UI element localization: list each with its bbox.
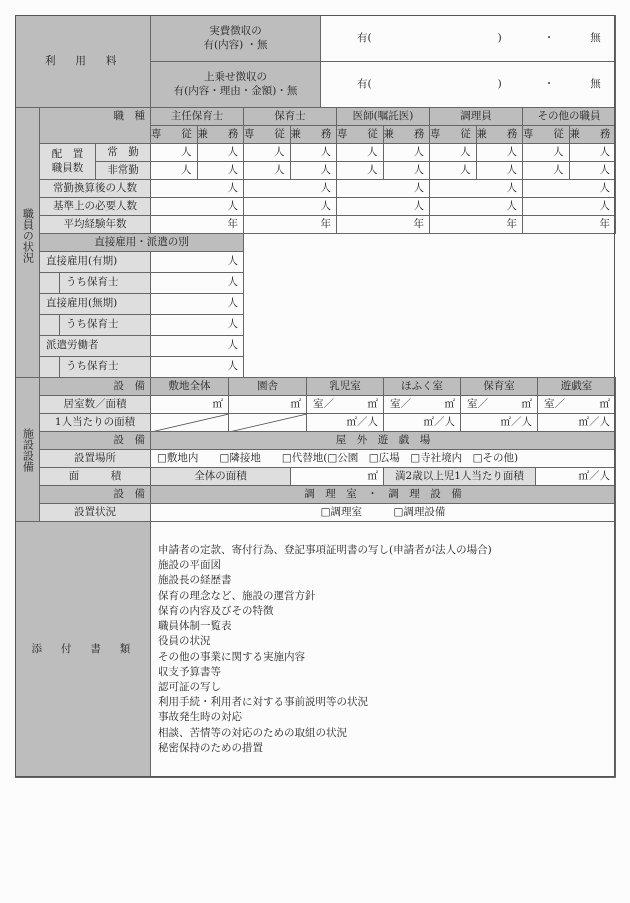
fee-row-label-line2: 有(内容) ・無 (203, 38, 268, 51)
staff-value-cell[interactable]: 人 (429, 197, 523, 216)
per-person-label: 1人当たりの面積 (39, 413, 151, 432)
employment-count[interactable]: 人 (150, 293, 244, 315)
sub-header-concurrent: 兼 務 (383, 125, 431, 144)
room-unit: 室／ (467, 397, 488, 410)
diagonal-line (229, 414, 307, 432)
staff-count-cell[interactable]: 人 (336, 161, 384, 180)
staff-count-cell[interactable]: 人 (383, 143, 431, 162)
staff-count-cell[interactable]: 人 (476, 161, 524, 180)
area-label: 面 積 (39, 467, 151, 486)
per-child-label: 満2歳以上児1人当たり面積 (383, 467, 536, 486)
employment-count[interactable]: 人 (150, 272, 244, 294)
staff-value-cell[interactable]: 年 (522, 215, 616, 234)
fee-none: 無 (590, 77, 601, 90)
fee-none: 無 (590, 31, 601, 44)
fee-has-close: ) (497, 77, 502, 90)
attachments-list (150, 521, 616, 778)
employment-count[interactable]: 人 (150, 251, 244, 273)
room-area-cell[interactable] (150, 395, 229, 414)
employment-label: うち保育士 (59, 272, 151, 294)
room-area-cell[interactable] (228, 395, 307, 414)
staff-value-cell[interactable]: 人 (429, 179, 523, 198)
kitchen-header: 調 理 室 ・ 調 理 設 備 (150, 485, 616, 504)
staff-value-cell[interactable]: 人 (336, 197, 430, 216)
staff-count-cell[interactable]: 人 (336, 143, 384, 162)
staff-value-cell[interactable]: 年 (336, 215, 430, 234)
sub-header-concurrent: 兼 務 (569, 125, 617, 144)
staff-value-cell[interactable]: 人 (150, 179, 244, 198)
attachment-item: 施設長の経歴書 (158, 574, 232, 587)
room-unit: 室／ (544, 397, 565, 410)
facility-section-text: 施設設備 (21, 427, 35, 472)
per-person-cell[interactable]: ㎡／人 (537, 413, 616, 432)
attachment-item: 保育の理念など、施設の運営方針 (158, 589, 316, 602)
placement-label (39, 143, 96, 180)
fee-label: 利 用 料 (15, 15, 151, 108)
fulltime-label: 常 勤 (95, 143, 151, 162)
attachment-item: 収支予算書等 (158, 665, 221, 678)
room-header: 遊戯室 (537, 377, 616, 396)
room-header: 乳児室 (306, 377, 384, 396)
staff-count-cell[interactable]: 人 (197, 161, 245, 180)
staff-value-cell[interactable]: 年 (150, 215, 244, 234)
diagonal-slash-cell (150, 413, 229, 432)
attachment-item: その他の事業に関する実施内容 (158, 650, 305, 663)
room-header: ほふく室 (383, 377, 461, 396)
staff-value-cell[interactable]: 人 (522, 197, 616, 216)
location-options[interactable]: □敷地内 □隣接地 □代替地(□公園 □広場 □寺社境内 □その他) (150, 449, 616, 468)
staff-count-cell[interactable]: 人 (522, 161, 570, 180)
fee-dot: ・ (543, 31, 555, 44)
employment-count[interactable]: 人 (150, 314, 244, 336)
outdoor-header: 屋 外 遊 戯 場 (150, 431, 616, 450)
equipment-label: 設 備 (39, 377, 151, 396)
staff-value-cell[interactable]: 年 (429, 215, 523, 234)
sub-header-fulltime: 専 従 (150, 125, 198, 144)
staff-count-cell[interactable]: 人 (243, 143, 291, 162)
job-header: その他の職員 (522, 107, 616, 126)
job-header: 保育士 (243, 107, 337, 126)
room-area-cell[interactable] (383, 395, 461, 414)
fee-row-label-line1: 上乗せ徴収の (204, 71, 267, 84)
staff-value-cell[interactable]: 人 (522, 179, 616, 198)
room-area-cell[interactable] (460, 395, 538, 414)
staff-count-cell[interactable]: 人 (243, 161, 291, 180)
sub-header-fulltime: 専 従 (243, 125, 291, 144)
fee-has-open: 有( (357, 31, 372, 44)
placement-label-line1: 配 置 (51, 148, 84, 161)
sqm-unit: ㎡ (444, 397, 455, 410)
converted-label: 常勤換算後の人数 (39, 179, 151, 198)
required-label: 基準上の必要人数 (39, 197, 151, 216)
sub-header-concurrent: 兼 務 (197, 125, 245, 144)
employment-label: 直接雇用(無期) (39, 293, 151, 315)
attachment-item: 利用手続・利用者に対する事前説明等の状況 (158, 696, 368, 709)
employment-label: 直接雇用(有期) (39, 251, 151, 273)
fee-row-value[interactable] (320, 61, 616, 108)
attachment-item: 認可証の写し (158, 680, 221, 693)
sqm-unit: ㎡ (521, 397, 532, 410)
staff-value-cell[interactable]: 人 (336, 179, 430, 198)
sqm-unit: ㎡ (290, 397, 301, 410)
rooms-area-label: 居室数／面積 (39, 395, 151, 414)
diagonal-line (151, 414, 229, 432)
job-header: 医師(嘱託医) (336, 107, 430, 126)
attachment-item: 秘密保持のための措置 (158, 741, 263, 754)
staff-value-cell[interactable]: 年 (243, 215, 337, 234)
sub-header-fulltime: 専 従 (522, 125, 570, 144)
location-label: 設置場所 (39, 449, 151, 468)
staff-value-cell[interactable]: 人 (150, 197, 244, 216)
parttime-label: 非常勤 (95, 161, 151, 180)
job-header: 主任保育士 (150, 107, 244, 126)
placement-label-line2: 職員数 (51, 161, 84, 174)
total-area-value[interactable]: ㎡ (290, 467, 384, 486)
staff-count-cell[interactable]: 人 (383, 161, 431, 180)
fee-has-close: ) (497, 31, 502, 44)
staff-value-cell[interactable]: 人 (243, 197, 337, 216)
attachment-item: 相談、苦情等の対応のための取組の状況 (158, 726, 347, 739)
job-header: 調理員 (429, 107, 523, 126)
attachment-item: 保育の内容及びその特徴 (158, 604, 274, 617)
room-area-cell[interactable] (306, 395, 384, 414)
attachments-label: 添 付 書 類 (15, 521, 151, 778)
sqm-unit: ㎡ (599, 397, 610, 410)
employment-count[interactable]: 人 (150, 356, 244, 378)
staff-count-cell[interactable]: 人 (197, 143, 245, 162)
staff-value-cell[interactable]: 人 (243, 179, 337, 198)
fee-has-open: 有( (357, 77, 372, 90)
staff-count-cell[interactable]: 人 (569, 161, 617, 180)
sub-header-concurrent: 兼 務 (290, 125, 338, 144)
attachment-item: 施設の平面図 (158, 559, 221, 572)
per-child-value[interactable]: ㎡／人 (535, 467, 616, 486)
staff-count-cell[interactable]: 人 (290, 161, 338, 180)
staff-section-label (15, 107, 40, 378)
experience-label: 平均経験年数 (39, 215, 151, 234)
employment-header: 直接雇用・派遣の別 (39, 233, 244, 252)
employment-label: うち保育士 (59, 356, 151, 378)
sub-header-fulltime: 専 従 (336, 125, 384, 144)
per-person-cell[interactable]: ㎡／人 (383, 413, 461, 432)
kitchen-options[interactable]: □調理室 □調理設備 (150, 503, 616, 522)
fee-row-value[interactable] (320, 15, 616, 62)
staff-count-cell[interactable]: 人 (429, 161, 477, 180)
staff-count-cell[interactable]: 人 (569, 143, 617, 162)
staff-count-cell[interactable]: 人 (476, 143, 524, 162)
sub-header-fulltime: 専 従 (429, 125, 477, 144)
facility-section-label (15, 377, 40, 522)
sub-header-concurrent: 兼 務 (476, 125, 524, 144)
employment-label: 派遣労働者 (39, 335, 151, 357)
install-label: 設置状況 (39, 503, 151, 522)
equipment-label: 設 備 (39, 431, 151, 450)
staff-count-cell[interactable]: 人 (150, 161, 198, 180)
indent-spacer (39, 356, 60, 378)
employment-count[interactable]: 人 (150, 335, 244, 357)
staff-count-cell[interactable]: 人 (429, 143, 477, 162)
indent-spacer (39, 272, 60, 294)
job-type-label: 職 種 (39, 107, 151, 144)
attachment-item: 申請者の定款、寄付行為、登記事項証明書の写し(申請者が法人の場合) (158, 544, 492, 557)
room-area-cell[interactable] (537, 395, 616, 414)
per-person-cell[interactable]: ㎡／人 (460, 413, 538, 432)
fee-row-label (150, 15, 321, 62)
attachment-item: 役員の状況 (158, 635, 211, 648)
total-area-label: 全体の面積 (150, 467, 291, 486)
room-unit: 室／ (313, 397, 334, 410)
equipment-label: 設 備 (39, 485, 151, 504)
staff-count-cell[interactable]: 人 (522, 143, 570, 162)
staff-section-text: 職員の状況 (21, 208, 35, 263)
fee-row-label (150, 61, 321, 108)
employment-label: うち保育士 (59, 314, 151, 336)
staff-count-cell[interactable]: 人 (290, 143, 338, 162)
fee-row-label-line1: 実費徴収の (209, 25, 262, 38)
diagonal-slash-cell (228, 413, 307, 432)
room-header: 敷地全体 (150, 377, 229, 396)
sqm-unit: ㎡ (367, 397, 378, 410)
fee-row-label-line2: 有(内容・理由・金額)・無 (173, 84, 298, 97)
attachment-item: 職員体制一覧表 (158, 620, 232, 633)
attachment-item: 事故発生時の対応 (158, 711, 242, 724)
per-person-cell[interactable]: ㎡／人 (306, 413, 384, 432)
indent-spacer (39, 314, 60, 336)
fee-dot: ・ (543, 77, 555, 90)
room-header: 園舎 (228, 377, 307, 396)
sqm-unit: ㎡ (212, 397, 223, 410)
room-header: 保育室 (460, 377, 538, 396)
staff-count-cell[interactable]: 人 (150, 143, 198, 162)
room-unit: 室／ (390, 397, 411, 410)
